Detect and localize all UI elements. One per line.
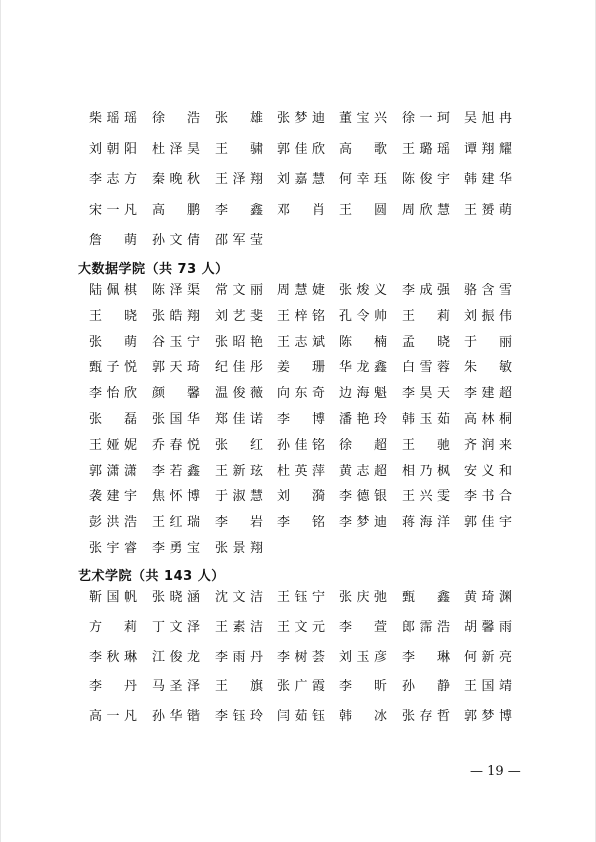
person-name: 詹 萌 — [89, 233, 137, 248]
person-name: 齐润来 — [464, 437, 512, 453]
person-name: 王娅妮 — [89, 437, 137, 453]
person-name: 华龙鑫 — [339, 360, 387, 376]
person-name: 韩玉茹 — [402, 412, 450, 427]
name-row — [0, 309, 596, 331]
name-row — [0, 142, 596, 164]
person-name: 郭佳宇 — [464, 515, 512, 531]
section-title-big-data: 大数据学院（共 73 人） — [78, 262, 229, 277]
person-name: 孙文倩 — [152, 233, 200, 248]
person-name: 何幸珏 — [339, 172, 387, 187]
person-name: 骆含雪 — [464, 283, 512, 298]
person-name: 纪佳彤 — [215, 360, 263, 376]
person-name: 徐 浩 — [152, 111, 200, 126]
person-name: 刘朝阳 — [89, 141, 137, 157]
person-name: 周慧婕 — [277, 283, 325, 298]
person-name: 陈俊宇 — [402, 172, 450, 187]
person-name: 郭梦博 — [464, 709, 512, 725]
person-name: 张焌义 — [339, 283, 387, 298]
name-row — [0, 438, 596, 460]
person-name: 李 岩 — [215, 515, 263, 531]
person-name: 张庆弛 — [339, 590, 387, 605]
person-name: 安义和 — [464, 463, 512, 479]
person-name: 张 雄 — [215, 111, 263, 126]
person-name: 常文丽 — [215, 283, 263, 298]
person-name: 孙 静 — [402, 679, 450, 695]
person-name: 李 铭 — [277, 515, 325, 531]
person-name: 秦晚秋 — [152, 172, 200, 187]
person-name: 李 昕 — [339, 679, 387, 695]
person-name: 董宝兴 — [339, 111, 387, 126]
person-name: 闫茹钰 — [277, 709, 325, 725]
person-name: 孟 晓 — [402, 334, 450, 350]
person-name: 张广霞 — [277, 679, 325, 695]
person-name: 王素洁 — [215, 619, 263, 635]
person-name: 高 鹏 — [152, 202, 200, 218]
name-row — [0, 709, 596, 731]
person-name: 靳国帆 — [89, 590, 137, 605]
person-name: 黄志超 — [339, 463, 387, 479]
name-row — [0, 679, 596, 701]
person-name: 郎霈浩 — [402, 619, 450, 635]
person-name: 王国靖 — [464, 679, 512, 695]
person-name: 李钰玲 — [215, 709, 263, 725]
person-name: 王 驰 — [402, 437, 450, 453]
person-name: 郭天琦 — [152, 360, 200, 376]
person-name: 郭潇潇 — [89, 463, 137, 479]
person-name: 彭洪浩 — [89, 515, 137, 531]
person-name: 颜 馨 — [152, 386, 200, 402]
name-row — [0, 464, 596, 486]
person-name: 徐一珂 — [402, 111, 450, 126]
person-name: 于淑慧 — [215, 489, 263, 505]
person-name: 王新玹 — [215, 463, 263, 479]
person-name: 甄子悦 — [89, 360, 137, 376]
person-name: 李志方 — [89, 172, 137, 187]
person-name: 王 骕 — [215, 141, 263, 157]
person-name: 吴旭冉 — [464, 111, 512, 126]
person-name: 焦怀博 — [152, 489, 200, 505]
person-name: 李 丹 — [89, 679, 137, 695]
person-name: 张宇睿 — [89, 541, 137, 556]
person-name: 刘 漪 — [277, 489, 325, 505]
person-name: 韩 冰 — [339, 709, 387, 725]
person-name: 李怡欣 — [89, 386, 137, 402]
name-row — [0, 360, 596, 382]
person-name: 郑佳诺 — [215, 412, 263, 427]
person-name: 张梦迪 — [277, 111, 325, 126]
person-name: 柴瑶瑶 — [89, 111, 137, 126]
person-name: 向东奇 — [277, 386, 325, 402]
name-row — [0, 335, 596, 357]
person-name: 周欣慧 — [402, 202, 450, 218]
person-name: 李树荟 — [277, 649, 325, 665]
person-name: 徐 超 — [339, 437, 387, 453]
person-name: 杜英萍 — [277, 463, 325, 479]
person-name: 张存哲 — [402, 709, 450, 725]
person-name: 李 琳 — [402, 649, 450, 665]
person-name: 李梦迪 — [339, 515, 387, 531]
person-name: 孙佳铭 — [277, 437, 325, 453]
name-row — [0, 233, 596, 255]
person-name: 李 博 — [277, 412, 325, 427]
person-name: 胡馨雨 — [464, 619, 512, 635]
person-name: 姜 珊 — [277, 360, 325, 376]
name-row — [0, 111, 596, 133]
person-name: 丁文泽 — [152, 619, 200, 635]
person-name: 李昊天 — [402, 386, 450, 402]
person-name: 王 旗 — [215, 679, 263, 695]
name-row — [0, 386, 596, 408]
person-name: 陈 楠 — [339, 334, 387, 350]
person-name: 孔令帅 — [339, 308, 387, 324]
person-name: 张皓翔 — [152, 308, 200, 324]
person-name: 李德银 — [339, 489, 387, 505]
person-name: 边海魁 — [339, 386, 387, 402]
person-name: 杜泽昊 — [152, 141, 200, 157]
person-name: 温俊薇 — [215, 386, 263, 402]
person-name: 王璐瑶 — [402, 141, 450, 157]
name-row — [0, 650, 596, 672]
person-name: 朱 敏 — [464, 360, 512, 376]
person-name: 王泽翔 — [215, 172, 263, 187]
person-name: 方 莉 — [89, 619, 137, 635]
name-row — [0, 620, 596, 642]
name-row — [0, 203, 596, 225]
person-name: 何新亮 — [464, 649, 512, 665]
name-row — [0, 541, 596, 563]
person-name: 乔春悦 — [152, 437, 200, 453]
name-row — [0, 590, 596, 612]
person-name: 高林桐 — [464, 412, 512, 427]
person-name: 李雨丹 — [215, 649, 263, 665]
person-name: 王 莉 — [402, 308, 450, 324]
person-name: 李书合 — [464, 489, 512, 505]
person-name: 刘嘉慧 — [277, 172, 325, 187]
name-row — [0, 412, 596, 434]
person-name: 张晓涵 — [152, 590, 200, 605]
person-name: 王文元 — [277, 619, 325, 635]
person-name: 李若鑫 — [152, 463, 200, 479]
person-name: 王钰宁 — [277, 590, 325, 605]
person-name: 刘艺斐 — [215, 308, 263, 324]
person-name: 高 歌 — [339, 141, 387, 157]
person-name: 陆佩棋 — [89, 283, 137, 298]
person-name: 王 圆 — [339, 202, 387, 218]
person-name: 白雪蓉 — [402, 360, 450, 376]
person-name: 谭翔耀 — [464, 141, 512, 157]
person-name: 邓 肖 — [277, 202, 325, 218]
name-row — [0, 172, 596, 194]
name-row — [0, 515, 596, 537]
person-name: 张 红 — [215, 437, 263, 453]
person-name: 王 晓 — [89, 308, 137, 324]
person-name: 张景翔 — [215, 541, 263, 556]
person-name: 沈文洁 — [215, 590, 263, 605]
person-name: 李 鑫 — [215, 202, 263, 218]
person-name: 王赟萌 — [464, 202, 512, 218]
person-name: 李 萱 — [339, 619, 387, 635]
person-name: 韩建华 — [464, 172, 512, 187]
person-name: 王红瑞 — [152, 515, 200, 531]
person-name: 相乃枫 — [402, 463, 450, 479]
person-name: 张国华 — [152, 412, 200, 427]
person-name: 王志斌 — [277, 334, 325, 350]
person-name: 张 萌 — [89, 334, 137, 350]
page-number: — 19 — — [470, 764, 521, 779]
person-name: 孙华锴 — [152, 709, 200, 725]
person-name: 黄琦渊 — [464, 590, 512, 605]
person-name: 刘振伟 — [464, 308, 512, 324]
person-name: 李秋琳 — [89, 649, 137, 665]
person-name: 王梓铭 — [277, 308, 325, 324]
person-name: 蒋海洋 — [402, 515, 450, 531]
person-name: 刘玉彦 — [339, 649, 387, 665]
person-name: 潘艳玲 — [339, 412, 387, 427]
person-name: 王兴雯 — [402, 489, 450, 505]
person-name: 张 磊 — [89, 412, 137, 427]
person-name: 马圣泽 — [152, 679, 200, 695]
person-name: 李成强 — [402, 283, 450, 298]
person-name: 宋一凡 — [89, 202, 137, 218]
person-name: 甄 鑫 — [402, 590, 450, 605]
person-name: 邵军莹 — [215, 233, 263, 248]
person-name: 于 丽 — [464, 334, 512, 350]
person-name: 张昭艳 — [215, 334, 263, 350]
person-name: 谷玉宁 — [152, 334, 200, 350]
person-name: 李建超 — [464, 386, 512, 402]
person-name: 郭佳欣 — [277, 141, 325, 157]
person-name: 高一凡 — [89, 709, 137, 725]
person-name: 陈泽渠 — [152, 283, 200, 298]
name-row — [0, 283, 596, 305]
name-row — [0, 489, 596, 511]
person-name: 袭建宇 — [89, 489, 137, 505]
person-name: 李勇宝 — [152, 541, 200, 556]
section-title-arts: 艺术学院（共 143 人） — [78, 569, 225, 584]
person-name: 江俊龙 — [152, 649, 200, 665]
